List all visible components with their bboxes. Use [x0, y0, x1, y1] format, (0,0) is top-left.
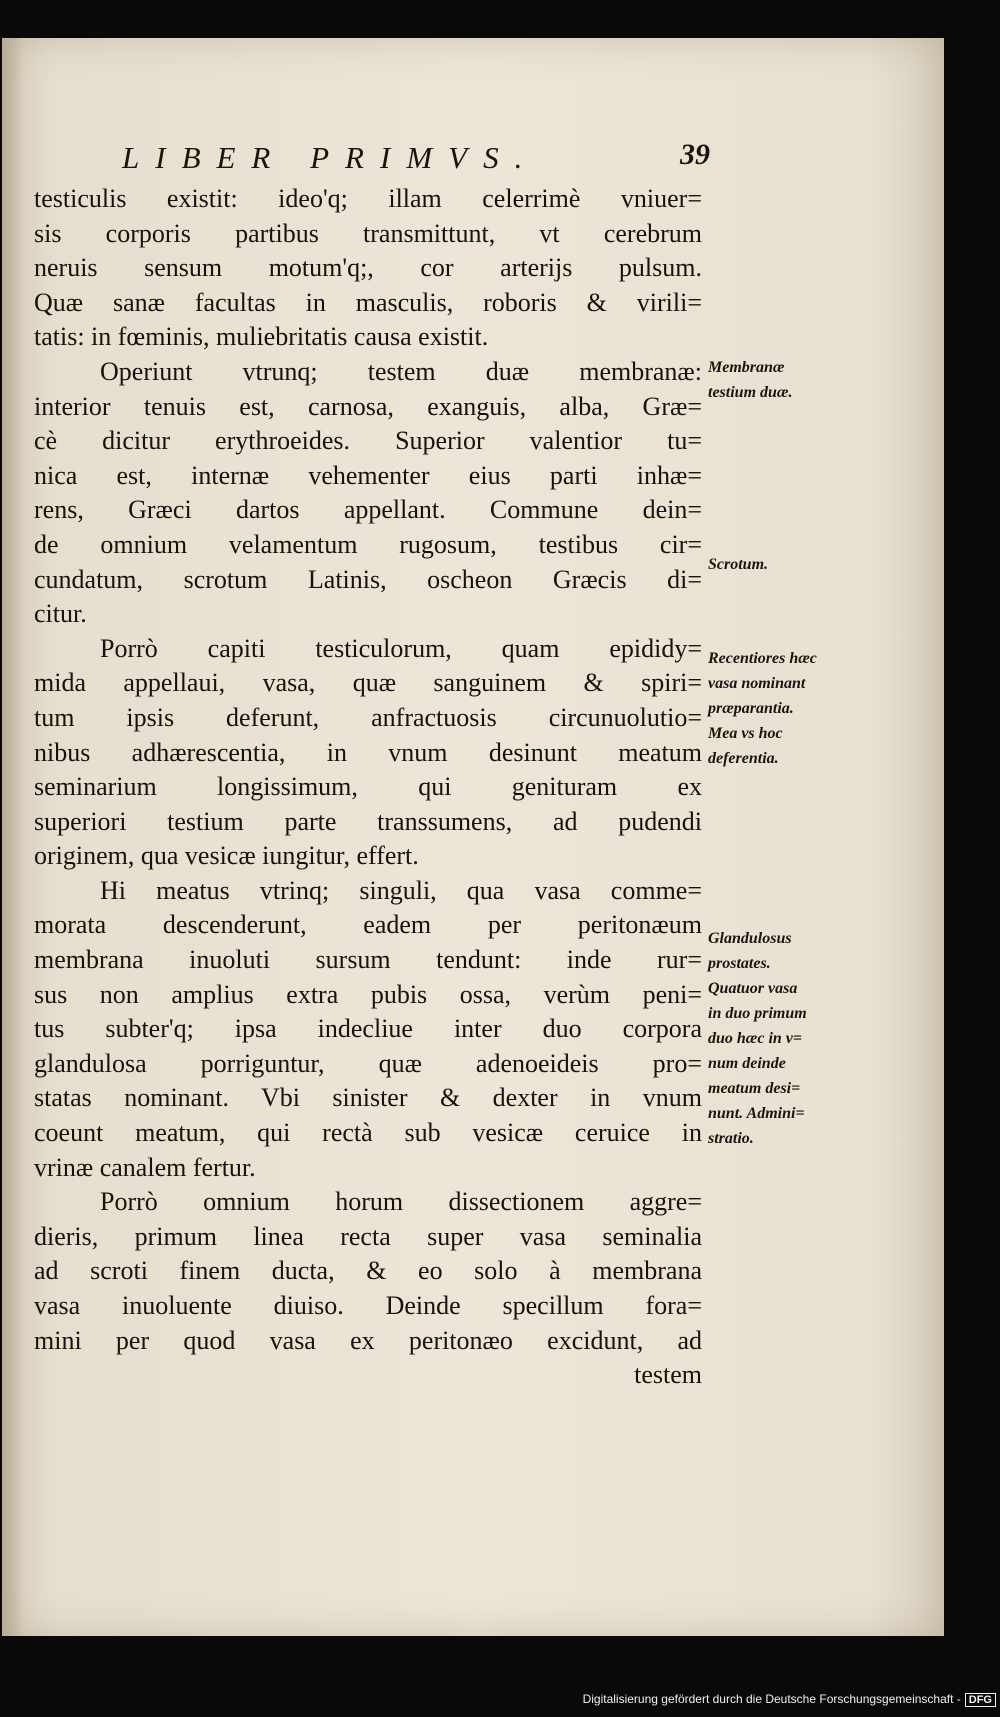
main-text-block	[34, 182, 702, 1393]
credit-text: Digitalisierung gefördert durch die Deutsche Forschungsgemeinschaft -	[582, 1692, 961, 1706]
text-line: statas nominant. Vbi sinister & dexter in vnum	[34, 1083, 702, 1113]
margin-note-line: testium duæ.	[708, 384, 793, 401]
catchword: testem	[634, 1360, 702, 1390]
text-line: citur.	[34, 599, 87, 629]
digitization-credit	[583, 1692, 996, 1707]
margin-note	[708, 355, 858, 405]
text-line: vasa inuoluente diuiso. Deinde specillum fora=	[34, 1291, 702, 1320]
margin-note-line: in duo primum	[708, 1005, 807, 1022]
text-line: dieris, primum linea recta super vasa seminalia	[34, 1221, 702, 1251]
text-line: tus subter'q; ipsa indecliue inter duo corpora	[34, 1014, 702, 1044]
page-header	[122, 138, 710, 182]
text-line: cè dicitur erythroeides. Superior valentior tu=	[34, 426, 702, 456]
text-line: seminarium longissimum, qui genituram ex	[34, 772, 702, 802]
margin-note-line: stratio.	[708, 1130, 754, 1147]
margin-note-line: Membranæ	[708, 359, 785, 376]
margin-note-line: num deinde	[708, 1055, 786, 1072]
text-line: tatis: in fœminis, muliebritatis causa existit.	[34, 322, 489, 352]
text-line: sus non amplius extra pubis ossa, verùm peni=	[34, 979, 702, 1009]
text-line: vrinæ canalem fertur.	[34, 1152, 256, 1182]
page-gutter-shadow	[2, 38, 24, 1636]
text-line: neruis sensum motum'q;, cor arterijs pulsum.	[34, 253, 702, 283]
text-line: Quæ sanæ facultas in masculis, roboris & virili=	[34, 287, 702, 317]
margin-note-line: Glandulosus	[708, 930, 792, 947]
running-title: LIBER PRIMVS.	[122, 140, 539, 175]
margin-note-line: Scrotum.	[708, 556, 769, 573]
margin-note-line: Mea vs hoc	[708, 725, 783, 742]
text-line: tum ipsis deferunt, anfractuosis circunuolutio=	[34, 702, 702, 732]
text-line: ad scroti finem ducta, & eo solo à membrana	[34, 1256, 702, 1286]
text-line: coeunt meatum, qui rectà sub vesicæ ceruice in	[34, 1118, 702, 1148]
margin-note	[708, 926, 858, 1151]
text-line: mini per quod vasa ex peritonæo excidunt, ad	[34, 1325, 702, 1355]
text-line: de omnium velamentum rugosum, testibus cir=	[34, 529, 702, 559]
text-line: Operiunt vtrunq; testem duæ membranæ:	[100, 356, 702, 386]
text-line: rens, Græci dartos appellant. Commune dein=	[34, 495, 702, 525]
margin-note-line: Quatuor vasa	[708, 980, 798, 997]
text-line: testiculis existit: ideo'q; illam celerrimè vniuer=	[34, 184, 702, 213]
text-line: mida appellaui, vasa, quæ sanguinem & spiri=	[34, 668, 702, 698]
text-line: sis corporis partibus transmittunt, vt cerebrum	[34, 218, 702, 248]
text-line: morata descenderunt, eadem per peritonæum	[34, 910, 702, 940]
page-number: 39	[680, 138, 710, 171]
text-line: Hi meatus vtrinq; singuli, qua vasa comme=	[100, 875, 702, 905]
margin-note-line: prostates.	[708, 955, 771, 972]
text-line: nibus adhærescentia, in vnum desinunt meatum	[34, 737, 702, 767]
text-line: originem, qua vesicæ iungitur, effert.	[34, 841, 419, 871]
text-line: membrana inuoluti sursum tendunt: inde rur=	[34, 945, 702, 975]
margin-note-line: meatum desi=	[708, 1080, 801, 1097]
dfg-logo: DFG	[965, 1693, 996, 1707]
text-line: Porrò capiti testiculorum, quam epididy=	[100, 633, 702, 663]
margin-note-line: nunt. Admini=	[708, 1105, 805, 1122]
margin-note-line: vasa nominant	[708, 675, 806, 692]
margin-note	[708, 646, 858, 771]
margin-note-line: duo hæc in v=	[708, 1030, 803, 1047]
text-line: superiori testium parte transsumens, ad pudendi	[34, 806, 702, 836]
margin-note-line: præparantia.	[708, 700, 794, 717]
margin-note	[708, 552, 858, 577]
text-line: interior tenuis est, carnosa, exanguis, alba, Græ=	[34, 391, 702, 421]
text-line: Porrò omnium horum dissectionem aggre=	[100, 1187, 702, 1217]
margin-note-line: Recentiores hæc	[708, 650, 817, 667]
text-line: nica est, internæ vehementer eius parti inhæ=	[34, 460, 702, 490]
text-line: cundatum, scrotum Latinis, oscheon Græcis di=	[34, 564, 702, 594]
margin-note-line: deferentia.	[708, 750, 779, 767]
text-line: glandulosa porriguntur, quæ adenoeideis pro=	[34, 1048, 702, 1078]
